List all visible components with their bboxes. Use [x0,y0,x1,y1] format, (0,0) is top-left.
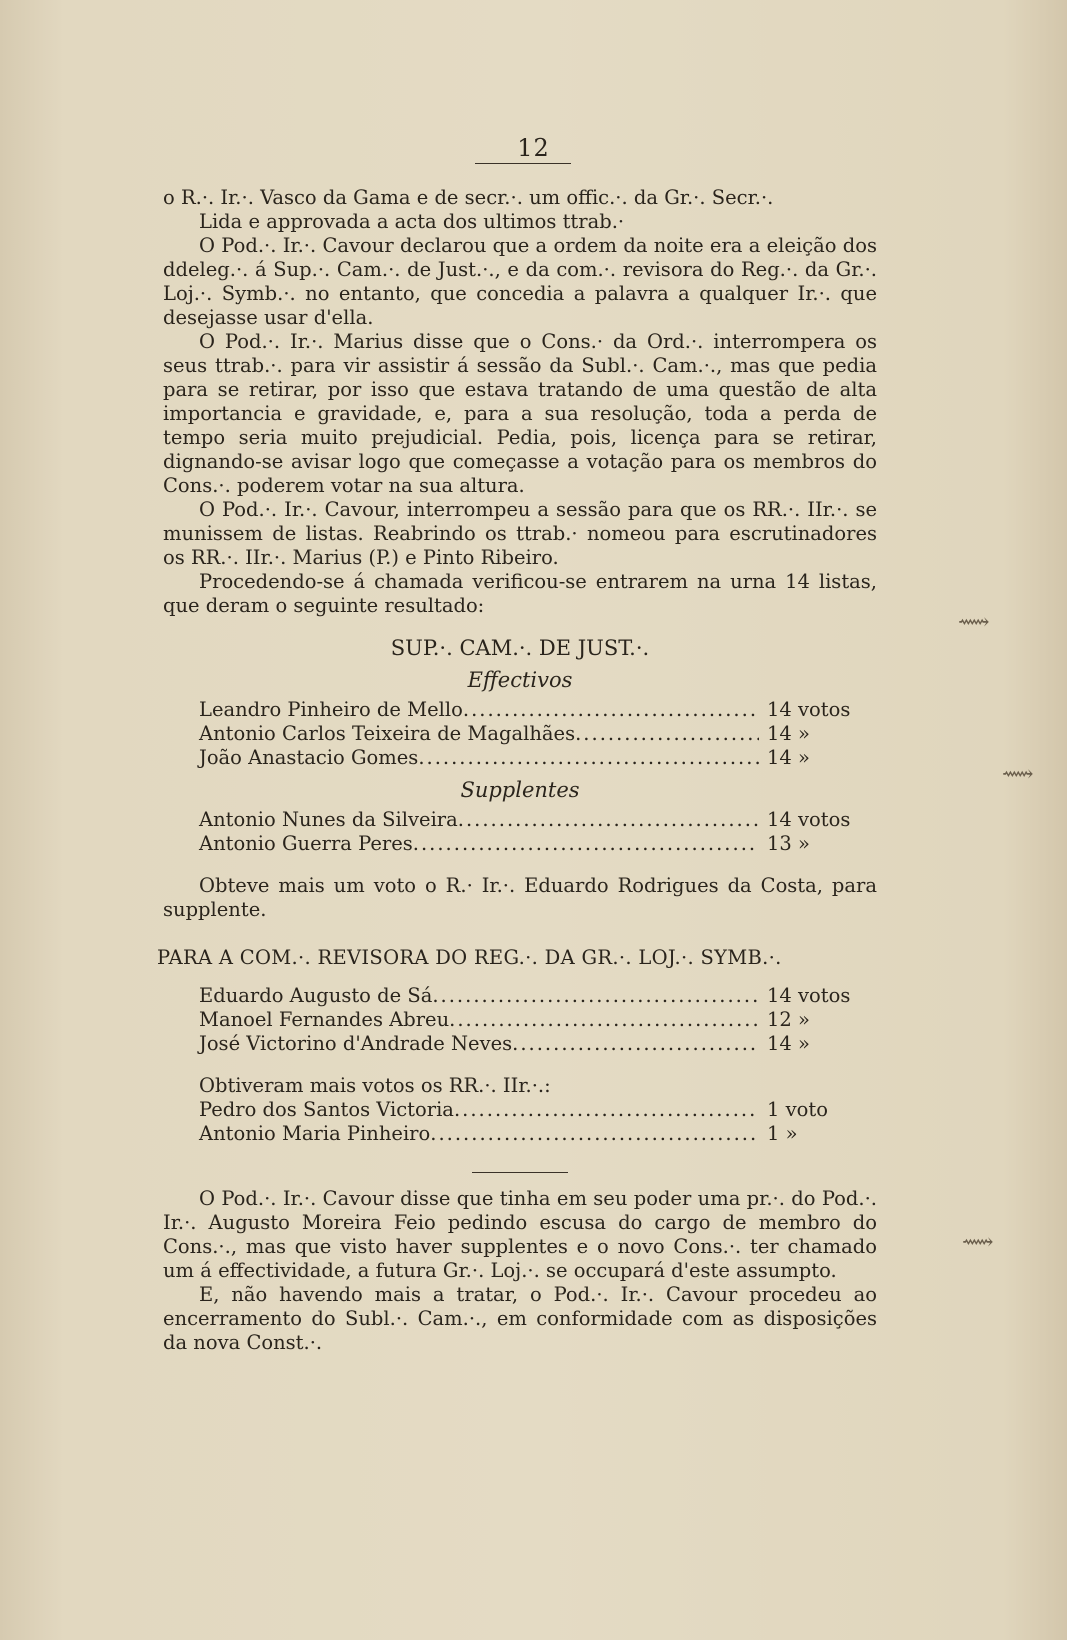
section-heading-sup-cam: SUP.·. CAM.·. DE JUST.·. [390,636,650,660]
margin-ornament-mark: ⟿ [962,1230,994,1255]
dot-leader [575,722,759,746]
candidate-name: Leandro Pinheiro de Mello [199,698,463,721]
section-divider [472,1172,568,1173]
dot-leader [449,1008,759,1032]
page-body [157,186,877,1355]
candidate-name: Antonio Nunes da Silveira [199,808,458,831]
vote-row [199,1032,877,1056]
dot-leader [512,1032,759,1056]
vote-count: 13 » [767,832,810,855]
paragraph: O Pod.·. Ir.·. Marius disse que o Cons.· da Ord.·. interrompera os seus ttrab.·. para vir assistir á sessão da Subl.·. Cam.·., mas que pedia para se retirar, por isso que estava tratando de uma questão de alta importancia e gravidade, e, para a sua resolução, toda a perda de tempo seria muito prejudicial. Pedia, pois, licença para se retirar, dignando-se avisar logo que começasse a votação para os membros do Cons.·. poderem votar na sua altura. [163,330,877,497]
candidate-name: Manoel Fernandes Abreu [199,1008,450,1031]
paragraph: Procedendo-se á chamada verificou-se entrarem na urna 14 listas, que deram o seguinte resultado: [163,570,877,617]
paragraph: E, não havendo mais a tratar, o Pod.·. Ir.·. Cavour procedeu ao encerramento do Subl.·. Cam.·., em conformidade com as disposições da nova Const.·. [163,1283,877,1354]
vote-count: 14 votos [767,984,851,1007]
paragraph: o R.·. Ir.·. Vasco da Gama e de secr.·. um offic.·. da Gr.·. Secr.·. [163,186,774,209]
margin-ornament-mark: ⟿ [1002,762,1034,787]
vote-row [199,722,877,746]
candidate-name: Antonio Guerra Peres [199,832,413,855]
section-heading-com-revisora: PARA A COM.·. REVISORA DO REG.·. DA GR.·. LOJ.·. SYMB.·. [157,946,782,969]
effectivos-list [199,698,877,770]
vote-row [199,698,877,722]
dot-leader [463,698,759,722]
vote-row [199,1008,877,1032]
paragraph: O Pod.·. Ir.·. Cavour declarou que a ordem da noite era a eleição dos ddeleg.·. á Sup.·. Cam.·. de Just.·., e da com.·. revisora do Reg.·. da Gr.·. Loj.·. Symb.·. no entanto, que concedia a palavra a qualquer Ir.·. que desejasse usar d'ella. [163,234,877,329]
dot-leader [413,832,759,856]
candidate-name: José Victorino d'Andrade Neves [199,1032,513,1055]
dot-leader [458,808,759,832]
paragraph: Obteve mais um voto o R.· Ir.·. Eduardo Rodrigues da Costa, para supplente. [163,874,877,921]
vote-row [199,746,877,770]
vote-count: 14 » [767,1032,810,1055]
page-number-rule [475,163,571,164]
dot-leader [430,1122,759,1146]
candidate-name: Antonio Maria Pinheiro [199,1122,431,1145]
paragraph: O Pod.·. Ir.·. Cavour disse que tinha em seu poder uma pr.·. do Pod.·. Ir.·. Augusto Moreira Feio pedindo escusa do cargo de membro do Cons.·., mas que visto haver supplentes e o novo Cons.·. ter chamado um á effectividade, a futura Gr.·. Loj.·. se occupará d'este assumpto. [163,1187,877,1282]
vote-row [199,832,877,856]
candidate-name: Antonio Carlos Teixeira de Magalhães [199,722,576,745]
vote-count: 14 » [767,746,810,769]
subheading-supplentes: Supplentes [460,778,580,802]
vote-row [199,808,877,832]
margin-ornament-mark: ⟿ [958,610,990,635]
others-intro: Obtiveram mais votos os RR.·. IIr.·.: [199,1074,551,1097]
vote-row [199,984,877,1008]
vote-count: 14 votos [767,698,851,721]
supplentes-list [199,808,877,856]
vote-row [199,1098,877,1122]
dot-leader [418,746,759,770]
paragraph: Lida e approvada a acta dos ultimos ttrab.· [199,210,625,233]
page-number: 12 [517,134,550,162]
vote-count: 1 » [767,1122,798,1145]
candidate-name: Eduardo Augusto de Sá [199,984,433,1007]
dot-leader [454,1098,759,1122]
vote-count: 14 votos [767,808,851,831]
paragraph: O Pod.·. Ir.·. Cavour, interrompeu a sessão para que os RR.·. IIr.·. se munissem de listas. Reabrindo os ttrab.· nomeou para escrutinadores os RR.·. IIr.·. Marius (P.) e Pinto Ribeiro. [163,498,877,569]
dot-leader [432,984,759,1008]
vote-count: 14 » [767,722,810,745]
vote-count: 12 » [767,1008,810,1031]
com-revisora-list [199,984,877,1146]
vote-count: 1 voto [767,1098,828,1121]
candidate-name: Pedro dos Santos Victoria [199,1098,454,1121]
candidate-name: João Anastacio Gomes [199,746,419,769]
subheading-effectivos: Effectivos [467,668,573,692]
vote-row [199,1122,877,1146]
